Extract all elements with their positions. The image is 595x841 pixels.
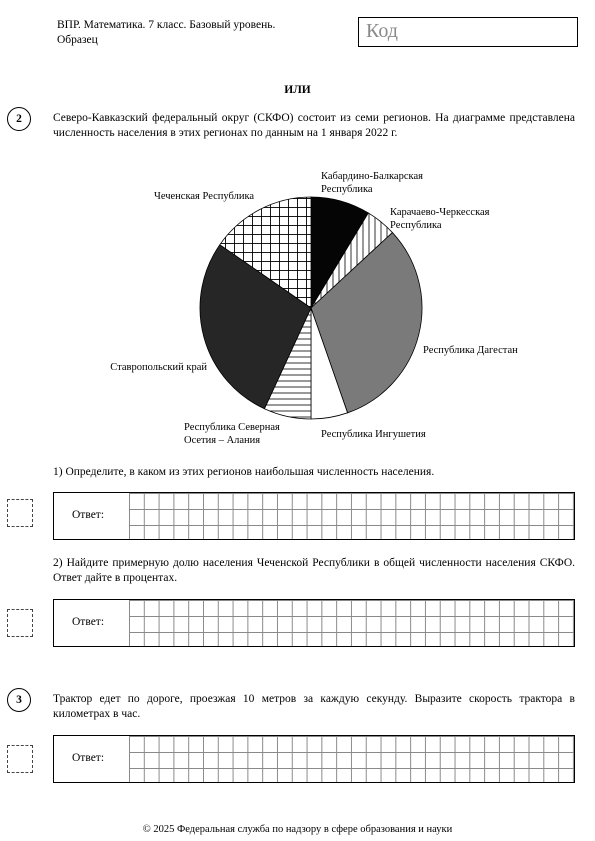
answer-box-2-2[interactable] — [53, 599, 575, 647]
task2-question1: 1) Определите, в каком из этих регионов наибольшая численность населения. — [53, 466, 435, 478]
answer-label: Ответ: — [72, 752, 105, 764]
answer-label: Ответ: — [72, 509, 105, 521]
answer-grid[interactable] — [129, 493, 574, 539]
answer-grid[interactable] — [129, 600, 574, 646]
answer-box-2-1[interactable] — [53, 492, 575, 540]
footer-copyright: © 2025 Федеральная служба по надзору в сфере образования и науки — [142, 824, 453, 835]
pie-slice-label: Республика Дагестан — [423, 345, 518, 356]
score-box-2-1 — [7, 499, 33, 527]
score-box-3 — [7, 745, 33, 773]
task2-text: Северо-Кавказский федеральный округ (СКФО) состоит из семи регионов. На диаграмме представлена численность населения в этих регионах по данным на 1 января 2022 г. — [53, 112, 575, 139]
header-title: ВПР. Математика. 7 класс. Базовый уровень. — [57, 19, 276, 31]
header-subtitle: Образец — [57, 34, 98, 46]
answer-box-3[interactable] — [53, 735, 575, 783]
code-label: Код — [366, 20, 398, 42]
separator-or: ИЛИ — [284, 84, 311, 96]
answer-label: Ответ: — [72, 616, 105, 628]
score-box-2-2 — [7, 609, 33, 637]
task2-question2: 2) Найдите примерную долю населения Чеченской Республики в общей численности населения СКФО. Ответ дайте в процентах. — [53, 557, 575, 584]
pie-slice-label: Республика Ингушетия — [321, 429, 426, 440]
task3-text: Трактор едет по дороге, проезжая 10 метров за каждую секунду. Выразите скорость трактора в километрах в час. — [53, 693, 575, 720]
pie-slice-label: Республика Северная Осетия – Алания — [184, 422, 280, 446]
answer-grid[interactable] — [129, 736, 574, 782]
pie-slice-label: Ставропольский край — [110, 362, 207, 373]
pie-slice-label: Чеченская Республика — [154, 191, 255, 202]
task-number-2: 2 — [7, 107, 31, 131]
pie-slice-label: Кабардино-Балкарская Республика — [321, 171, 423, 195]
task-number-3: 3 — [7, 688, 31, 712]
pie-slice-label: Карачаево-Черкесская Республика — [390, 207, 490, 231]
